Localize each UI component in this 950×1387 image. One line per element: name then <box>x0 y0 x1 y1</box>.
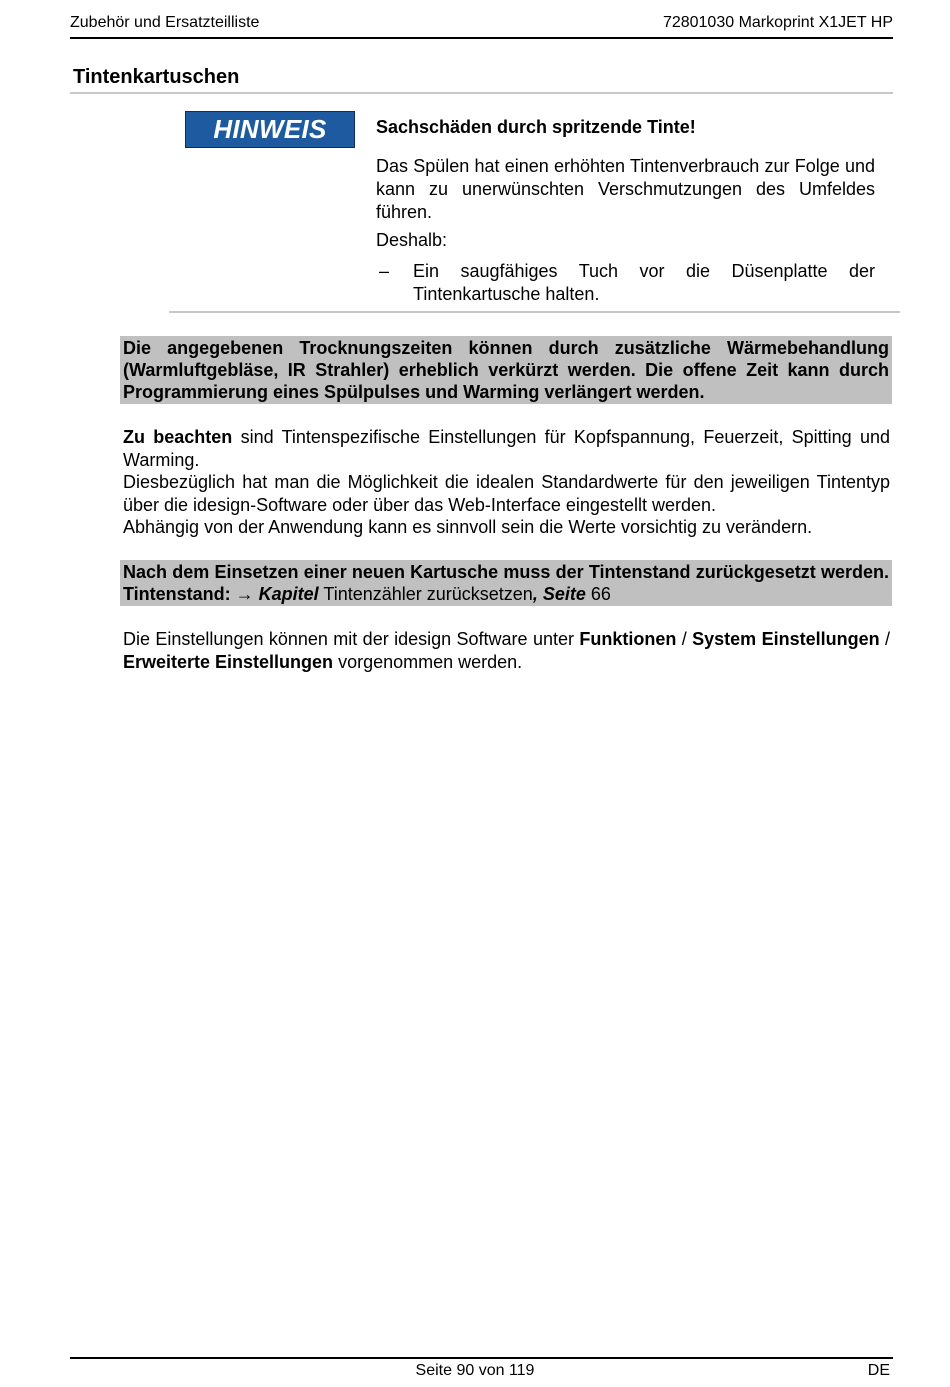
highlight-drying-times: Die angegebenen Trocknungszeiten können durch zusätzliche Wärmebehandlung (Warmluftgebläse, IR Strahler) erheblich verkürzt werden. Die offene Zeit kann durch Programmierung eines Spülpulses und Warming verlängert werden. <box>120 336 892 404</box>
seite-label: , Seite <box>532 584 586 604</box>
bold-lead: Zu beachten <box>123 427 233 447</box>
notice-bullet <box>376 260 875 306</box>
arrow-icon: → <box>235 584 254 604</box>
paragraph-settings-line3: Abhängig von der Anwendung kann es sinnvoll sein die Werte vorsichtig zu verändern. <box>123 517 813 537</box>
paragraph-settings <box>123 426 890 539</box>
para2-part2: vorgenommen werden. <box>333 651 523 672</box>
hinweis-badge: HINWEIS <box>185 111 355 148</box>
notice-divider <box>169 311 900 313</box>
highlight2-text: Nach dem Einsetzen einer neuen Kartusche muss der Tintenstand zurückgesetzt werden. Tintenstand: <box>123 562 889 604</box>
title-divider <box>70 92 893 94</box>
kapitel-label: Kapitel <box>253 584 319 604</box>
bullet-text: Ein saugfähiges Tuch vor die Düsenplatte der Tintenkartusche halten. <box>413 261 875 304</box>
page-header <box>70 14 893 32</box>
menu-system-einstellungen: System Einstellungen <box>692 629 880 649</box>
notice-body <box>376 116 875 306</box>
footer-divider <box>70 1357 893 1359</box>
menu-funktionen: Funktionen <box>579 629 677 649</box>
chapter-link[interactable]: Tintenzähler zurücksetzen <box>318 584 533 604</box>
footer-language: DE <box>867 1362 890 1379</box>
para2-sep2: / <box>879 629 890 649</box>
notice-heading: Sachschäden durch spritzende Tinte! <box>376 117 696 137</box>
highlight-ink-level <box>120 560 892 606</box>
para2-part1: Die Einstellungen können mit der idesign Software unter <box>123 629 580 649</box>
header-divider <box>70 37 893 39</box>
paragraph-menu-path <box>123 628 890 673</box>
notice-text: Das Spülen hat einen erhöhten Tintenverbrauch zur Folge und kann zu unerwünschten Verschmutzungen des Umfeldes führen. <box>376 156 875 222</box>
para2-sep1: / <box>676 629 693 649</box>
notice-deshalb: Deshalb: <box>376 230 448 250</box>
menu-erweiterte-einstellungen: Erweiterte Einstellungen <box>123 651 334 672</box>
section-title: Tintenkartuschen <box>73 66 240 88</box>
paragraph-settings-line2: Diesbezüglich hat man die Möglichkeit die idealen Standardwerte für den jeweiligen Tintentyp über die idesign-Software oder über das Web-Interface eingestellt werden. <box>123 472 890 515</box>
bullet-dash: – <box>379 261 390 281</box>
header-right: 72801030 Markoprint X1JET HP <box>662 14 893 31</box>
footer-page-number: Seite 90 von 119 <box>415 1362 535 1379</box>
para1-rest: sind Tintenspezifische Einstellungen für Kopfspannung, Feuerzeit, Spitting und Warming. <box>123 427 891 470</box>
paragraph-menu-path-text <box>123 628 890 673</box>
paragraph-settings-line1 <box>123 426 890 471</box>
header-left: Zubehör und Ersatzteilliste <box>70 14 260 31</box>
page-number-ref: 66 <box>585 584 611 604</box>
